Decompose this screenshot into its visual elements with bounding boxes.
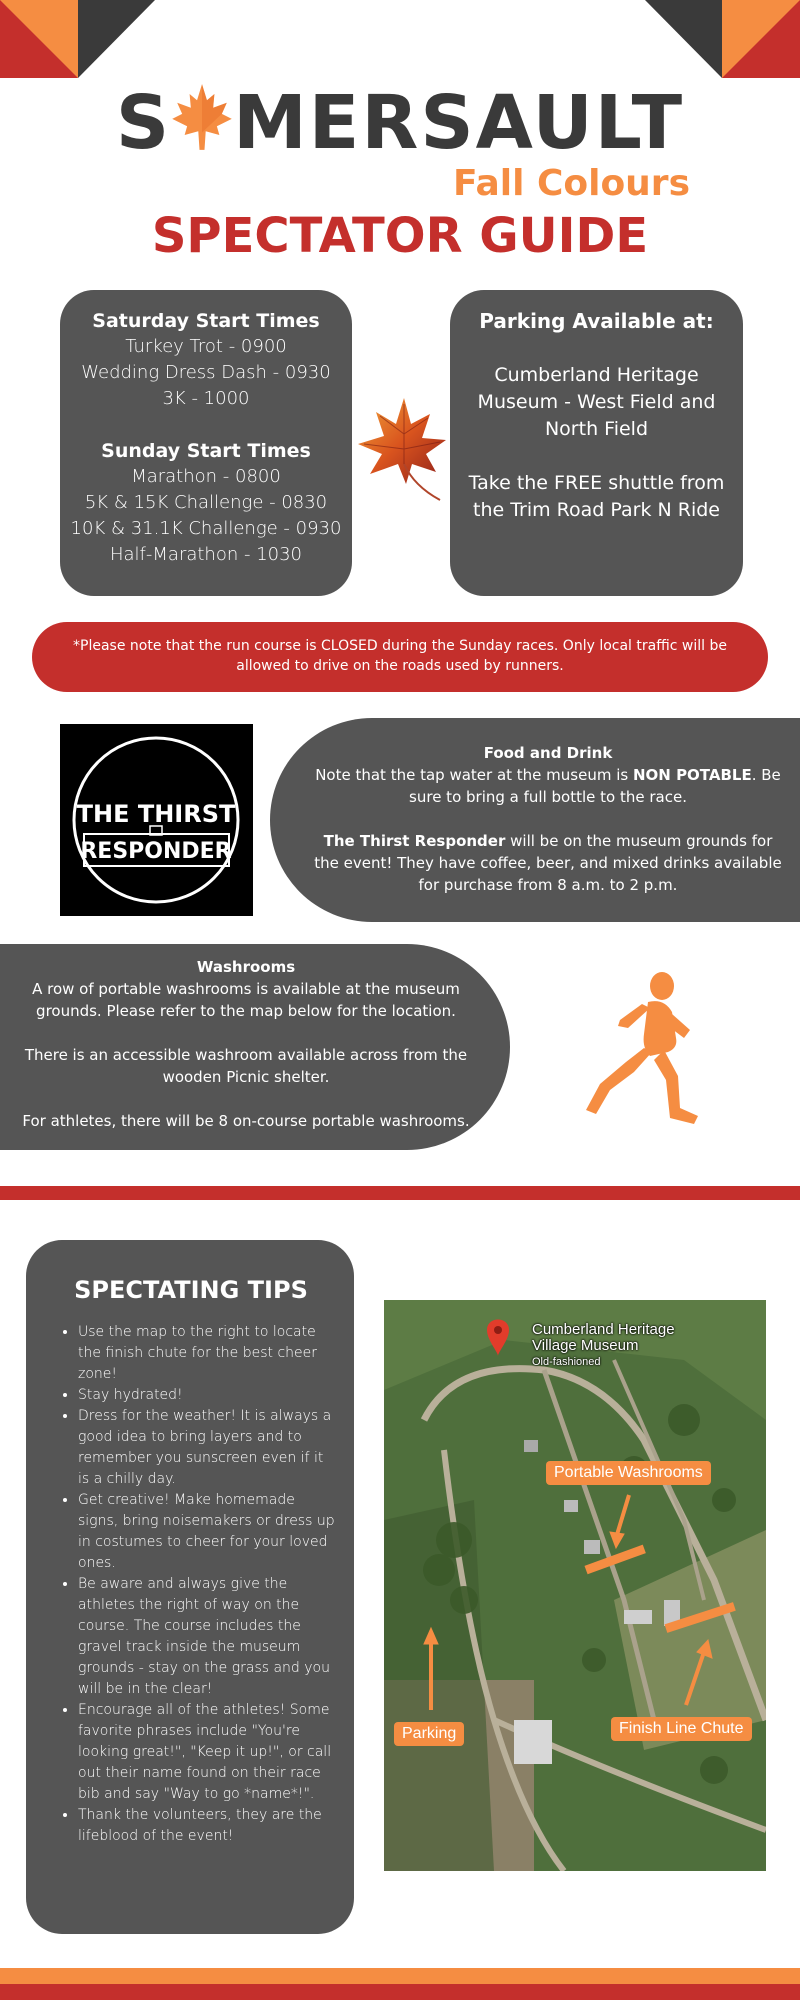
parking-location: Cumberland Heritage Museum - West Field and North Field: [477, 364, 716, 440]
tip-item: • Dress for the weather! It is always a good idea to bring layers and to remember you sunscreen even if it is a chilly day.: [78, 1406, 336, 1490]
somersault-logo: [0, 80, 800, 166]
map-label-washrooms: Portable Washrooms: [546, 1461, 711, 1485]
page-title: SPECTATOR GUIDE: [151, 208, 649, 264]
satellite-map-image: [384, 1300, 766, 1871]
washrooms-text: For athletes, there will be 8 on-course portable washrooms.: [22, 1112, 470, 1130]
corner-decoration-left: [0, 0, 155, 78]
tips-heading: SPECTATING TIPS: [74, 1276, 308, 1304]
maple-leaf-icon: [171, 82, 233, 152]
runner-icon: [572, 968, 712, 1128]
tip-item: • Encourage all of the athletes! Some favorite phrases include "You're looking great!", "Keep it up!", or call out their name found on their race bib and say "Way to go *name*!".: [78, 1700, 336, 1805]
thirst-logo-line2: RESPONDER: [80, 839, 232, 864]
parking-panel: [450, 290, 743, 596]
food-drink-panel: [270, 718, 800, 922]
saturday-time: Wedding Dress Dash - 0930: [81, 362, 331, 383]
sunday-time: Half-Marathon - 1030: [109, 544, 303, 565]
sunday-time: 5K & 15K Challenge - 0830: [84, 492, 328, 513]
washrooms-panel: [0, 944, 510, 1150]
logo-suffix: MERSAULT: [233, 80, 685, 166]
course-closed-notice: *Please note that the run course is CLOSED during the Sunday races. Only local traffic will be allowed to drive on the roads used by runners.: [32, 622, 768, 692]
museum-map-label: Cumberland Heritage Village Museum Old-fashioned: [532, 1321, 675, 1368]
washrooms-text: There is an accessible washroom available across from the wooden Picnic shelter.: [24, 1046, 468, 1086]
section-divider: [0, 1186, 800, 1200]
food-heading: Food and Drink: [483, 744, 613, 762]
map-label-finish-chute: Finish Line Chute: [611, 1717, 752, 1741]
tips-list: [56, 1322, 336, 1847]
spectating-tips-panel: [26, 1240, 354, 1934]
tip-item: • Stay hydrated!: [78, 1385, 336, 1406]
parking-heading: Parking Available at:: [479, 309, 714, 333]
thirst-responder-logo: [60, 724, 253, 916]
saturday-time: 3K - 1000: [162, 388, 250, 409]
tip-item: • Thank the volunteers, they are the lifeblood of the event!: [78, 1805, 336, 1847]
site-map: [384, 1300, 766, 1871]
thirst-responder-note: The Thirst Responder will be on the museum grounds for the event! They have coffee, beer, and mixed drinks available for purchase from 8 a.m. to 2 p.m.: [314, 832, 782, 894]
footer-bar-orange: [0, 1968, 800, 1984]
start-times-panel: [60, 290, 352, 596]
thirst-responder-badge: [60, 724, 253, 916]
tip-item: • Be aware and always give the athletes the right of way on the course. The course includes the gravel track inside the museum grounds - stay on the grass and you will be in the clear!: [78, 1574, 336, 1700]
saturday-heading: Saturday Start Times: [92, 310, 320, 332]
sunday-time: Marathon - 0800: [131, 466, 281, 487]
parking-shuttle: Take the FREE shuttle from the Trim Road Park N Ride: [468, 472, 725, 521]
washrooms-heading: Washrooms: [196, 958, 296, 976]
map-label-parking: Parking: [394, 1722, 464, 1746]
sunday-time: 10K & 31.1K Challenge - 0930: [70, 518, 342, 539]
logo-prefix: S: [115, 80, 172, 166]
water-note: Note that the tap water at the museum is NON POTABLE. Be sure to bring a full bottle to the race.: [315, 766, 781, 806]
tip-item: • Use the map to the right to locate the finish chute for the best cheer zone!: [78, 1322, 336, 1385]
autumn-leaf-icon: [356, 394, 448, 504]
corner-decoration-right: [645, 0, 800, 78]
thirst-logo-line1: THE THIRST: [76, 800, 236, 828]
washrooms-text: A row of portable washrooms is available at the museum grounds. Please refer to the map below for the location.: [32, 980, 460, 1020]
subtitle: Fall Colours: [452, 163, 690, 204]
sunday-heading: Sunday Start Times: [101, 440, 311, 462]
saturday-time: Turkey Trot - 0900: [125, 336, 287, 357]
tip-item: • Get creative! Make homemade signs, bring noisemakers or dress up in costumes to cheer for your loved ones.: [78, 1490, 336, 1574]
footer-bar-red: [0, 1984, 800, 2000]
